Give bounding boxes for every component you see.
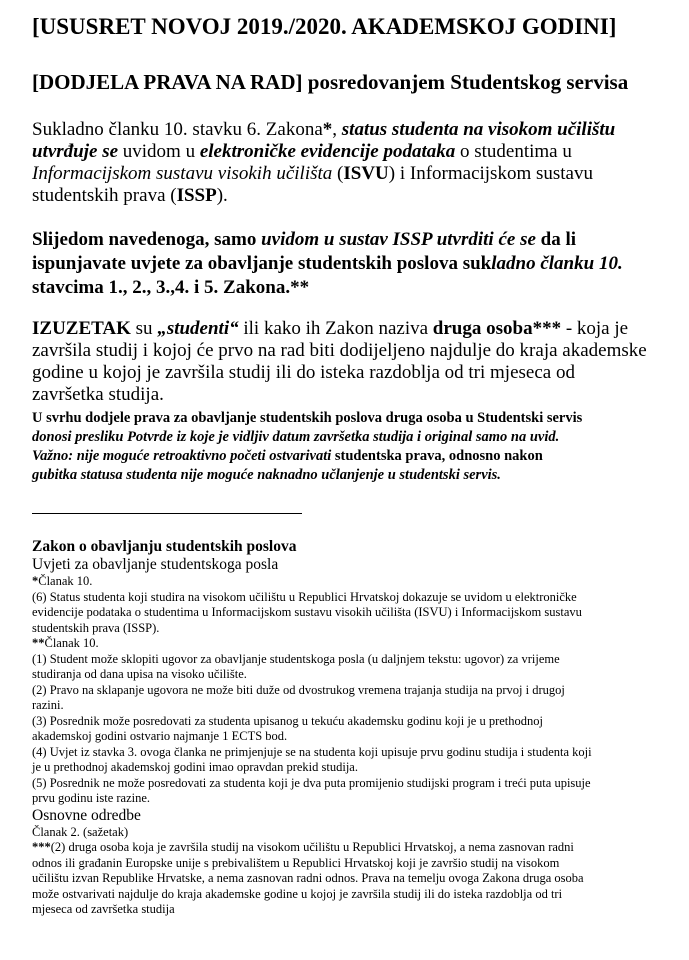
text-run-emphasis: utvrđuje se <box>32 141 119 162</box>
text-line <box>32 119 669 141</box>
text-run: ili kako ih Zakon naziva <box>238 318 433 339</box>
text-line: (5) Posrednik ne može posredovati za studenta koji je dva puta promijenio studijski program i treći puta upisuje <box>32 775 591 790</box>
paragraph-status-verification <box>32 119 669 207</box>
text-run-emphasis: status studenta na visokom učilištu <box>341 119 616 140</box>
text-run-bold: druga osoba*** <box>432 318 562 339</box>
text-run-bold: ISSP <box>176 185 217 206</box>
footnote-law-title: Zakon o obavljanju studentskih poslova <box>32 538 297 555</box>
text-line: odnos ili građanin Europske unije s prebivalištem u Republici Hrvatskoj koji je završio studij na visokom <box>32 855 560 870</box>
text-run: (2) druga osoba koja je završila studij na visokom učilištu u Republici Hrvatskoj, a nema zasnovan radni <box>50 840 574 854</box>
text-run-bold: ISVU <box>343 163 389 184</box>
text-run: ispunjavate uvjete za obavljanje studentskih poslova suk <box>32 253 492 274</box>
footnote-separator <box>32 513 302 514</box>
heading-academic-year: [USUSRET NOVOJ 2019./2020. AKADEMSKOJ GODINI] <box>32 14 617 39</box>
text-line: prvu godinu iste razine. <box>32 791 151 805</box>
text-run: da li <box>535 229 577 250</box>
text-line: evidencije podataka o studentima u Informacijskom sustavu visokih učilišta (ISVU) i Informacijskom sustavu <box>32 605 582 619</box>
text-run-italic: uvidom u sustav ISSP utvrditi će se <box>261 229 536 250</box>
text-run: , <box>332 119 342 140</box>
text-line <box>32 840 669 856</box>
text-line <box>32 185 669 207</box>
text-run: ) i Informacijskom sustavu <box>388 163 593 184</box>
text-run-emphasis: „studenti“ <box>157 318 239 339</box>
text-line: (6) Status studenta koji studira na visokom učilištu u Republici Hrvatskoj dokazuje se uvidom u elektroničke <box>32 589 577 604</box>
footnote-mark: * <box>322 119 333 140</box>
text-line: akademskoj godini ostvario najmanje 1 ECTS bod. <box>32 729 288 743</box>
text-line <box>32 228 669 252</box>
text-line <box>32 466 669 485</box>
text-run: - koja je <box>561 318 629 339</box>
text-run: Sukladno članku 10. stavku 6. Zakona <box>32 119 323 140</box>
text-run: uvidom u <box>118 141 200 162</box>
article-label: Članak 10. <box>44 636 99 650</box>
text-line <box>32 141 669 163</box>
text-run-italic: Važno: nije moguće retroaktivno početi ostvarivati <box>32 448 335 464</box>
text-run-italic: donosi presliku Potvrde iz koje je vidljiv datum završetka studija i original samo na uvid. <box>32 429 560 445</box>
article-label: Članak 10. <box>38 574 93 588</box>
text-run: ( <box>332 163 344 184</box>
footnote-mark: * <box>32 574 39 588</box>
text-run-italic: gubitka statusa studenta nije moguće naknadno učlanjenje u studentski servis. <box>32 467 501 483</box>
text-line: U svrhu dodjele prava za obavljanje studentskih poslova druga osoba u Studentski servis <box>32 410 583 426</box>
text-line: razini. <box>32 698 64 712</box>
text-line <box>32 447 669 466</box>
text-run: Slijedom navedenoga, samo <box>32 229 262 250</box>
text-line: (1) Student može sklopiti ugovor za obavljanje studentskoga posla (u daljnjem tekstu: ugovor) za vrijeme <box>32 651 560 666</box>
text-line <box>32 252 669 276</box>
text-run: studentska prava, odnosno nakon <box>334 448 543 464</box>
text-line <box>32 163 669 185</box>
text-line <box>32 636 669 652</box>
text-line <box>32 318 669 340</box>
footnote-mark: *** <box>32 840 51 854</box>
text-line: završetka studija. <box>32 384 164 405</box>
text-line: (3) Posrednik može posredovati za studenta upisanog u tekuću akademsku godinu koji je u prethodnoj <box>32 713 543 728</box>
paragraph-required-documents <box>32 409 669 485</box>
footnote-section-heading: Osnovne odredbe <box>32 806 141 824</box>
text-run-italic: ladno članku 10. <box>491 253 623 274</box>
text-run-bold: IZUZETAK <box>32 318 131 339</box>
text-line: stavcima 1., 2., 3.,4. i 5. Zakona.** <box>32 277 310 298</box>
heading-work-rights: [DODJELA PRAVA NA RAD] posredovanjem Studentskog servisa <box>32 70 629 94</box>
text-run-emphasis: elektroničke evidencije podataka <box>199 141 456 162</box>
paragraph-issp-check <box>32 228 669 300</box>
text-run-italic: Informacijskom sustavu visokih učilišta <box>32 163 333 184</box>
text-line: mjeseca od završetka studija <box>32 902 175 916</box>
text-line: može ostvarivati najdulje do kraja akademske godine u kojoj je završila studij ili do isteka razdoblja od tri <box>32 886 563 901</box>
text-line: studiranja od dana upisa na visoko učilište. <box>32 667 247 681</box>
article-label: Članak 2. (sažetak) <box>32 824 129 839</box>
footnote-subtitle: Uvjeti za obavljanje studentskoga posla <box>32 556 279 573</box>
text-run: o studentima u <box>455 141 572 162</box>
text-line <box>32 574 669 590</box>
footnote-mark: ** <box>32 636 45 650</box>
text-line: (4) Uvjet iz stavka 3. ovoga članka ne primjenjuje se na studenta koji upisuje prvu godinu studija i studenta koji <box>32 744 592 759</box>
text-run: studentskih prava ( <box>32 185 177 206</box>
text-run: ). <box>216 185 228 206</box>
text-line: studentskih prava (ISSP). <box>32 620 160 635</box>
text-run: su <box>130 318 158 339</box>
text-line: je u prethodnoj akademskoj godini imao opravdan prekid studija. <box>32 760 358 774</box>
text-line: (2) Pravo na sklapanje ugovora ne može biti duže od dvostrukog vremena trajanja studija na prvoj i drugoj <box>32 682 565 697</box>
text-line: završila studij i kojoj će prvo na rad biti dodijeljeno najdulje do kraja akademske <box>32 340 647 361</box>
paragraph-exception <box>32 318 669 406</box>
footnotes-section <box>32 538 669 918</box>
text-line: učilištu izvan Republike Hrvatske, a nema zasnovan radni odnos. Prava na temelju ovoga Zakona druga osoba <box>32 871 584 885</box>
text-line <box>32 428 669 447</box>
text-line: godine u kojoj je završila studij ili do isteka razdoblja od tri mjeseca od <box>32 362 575 383</box>
